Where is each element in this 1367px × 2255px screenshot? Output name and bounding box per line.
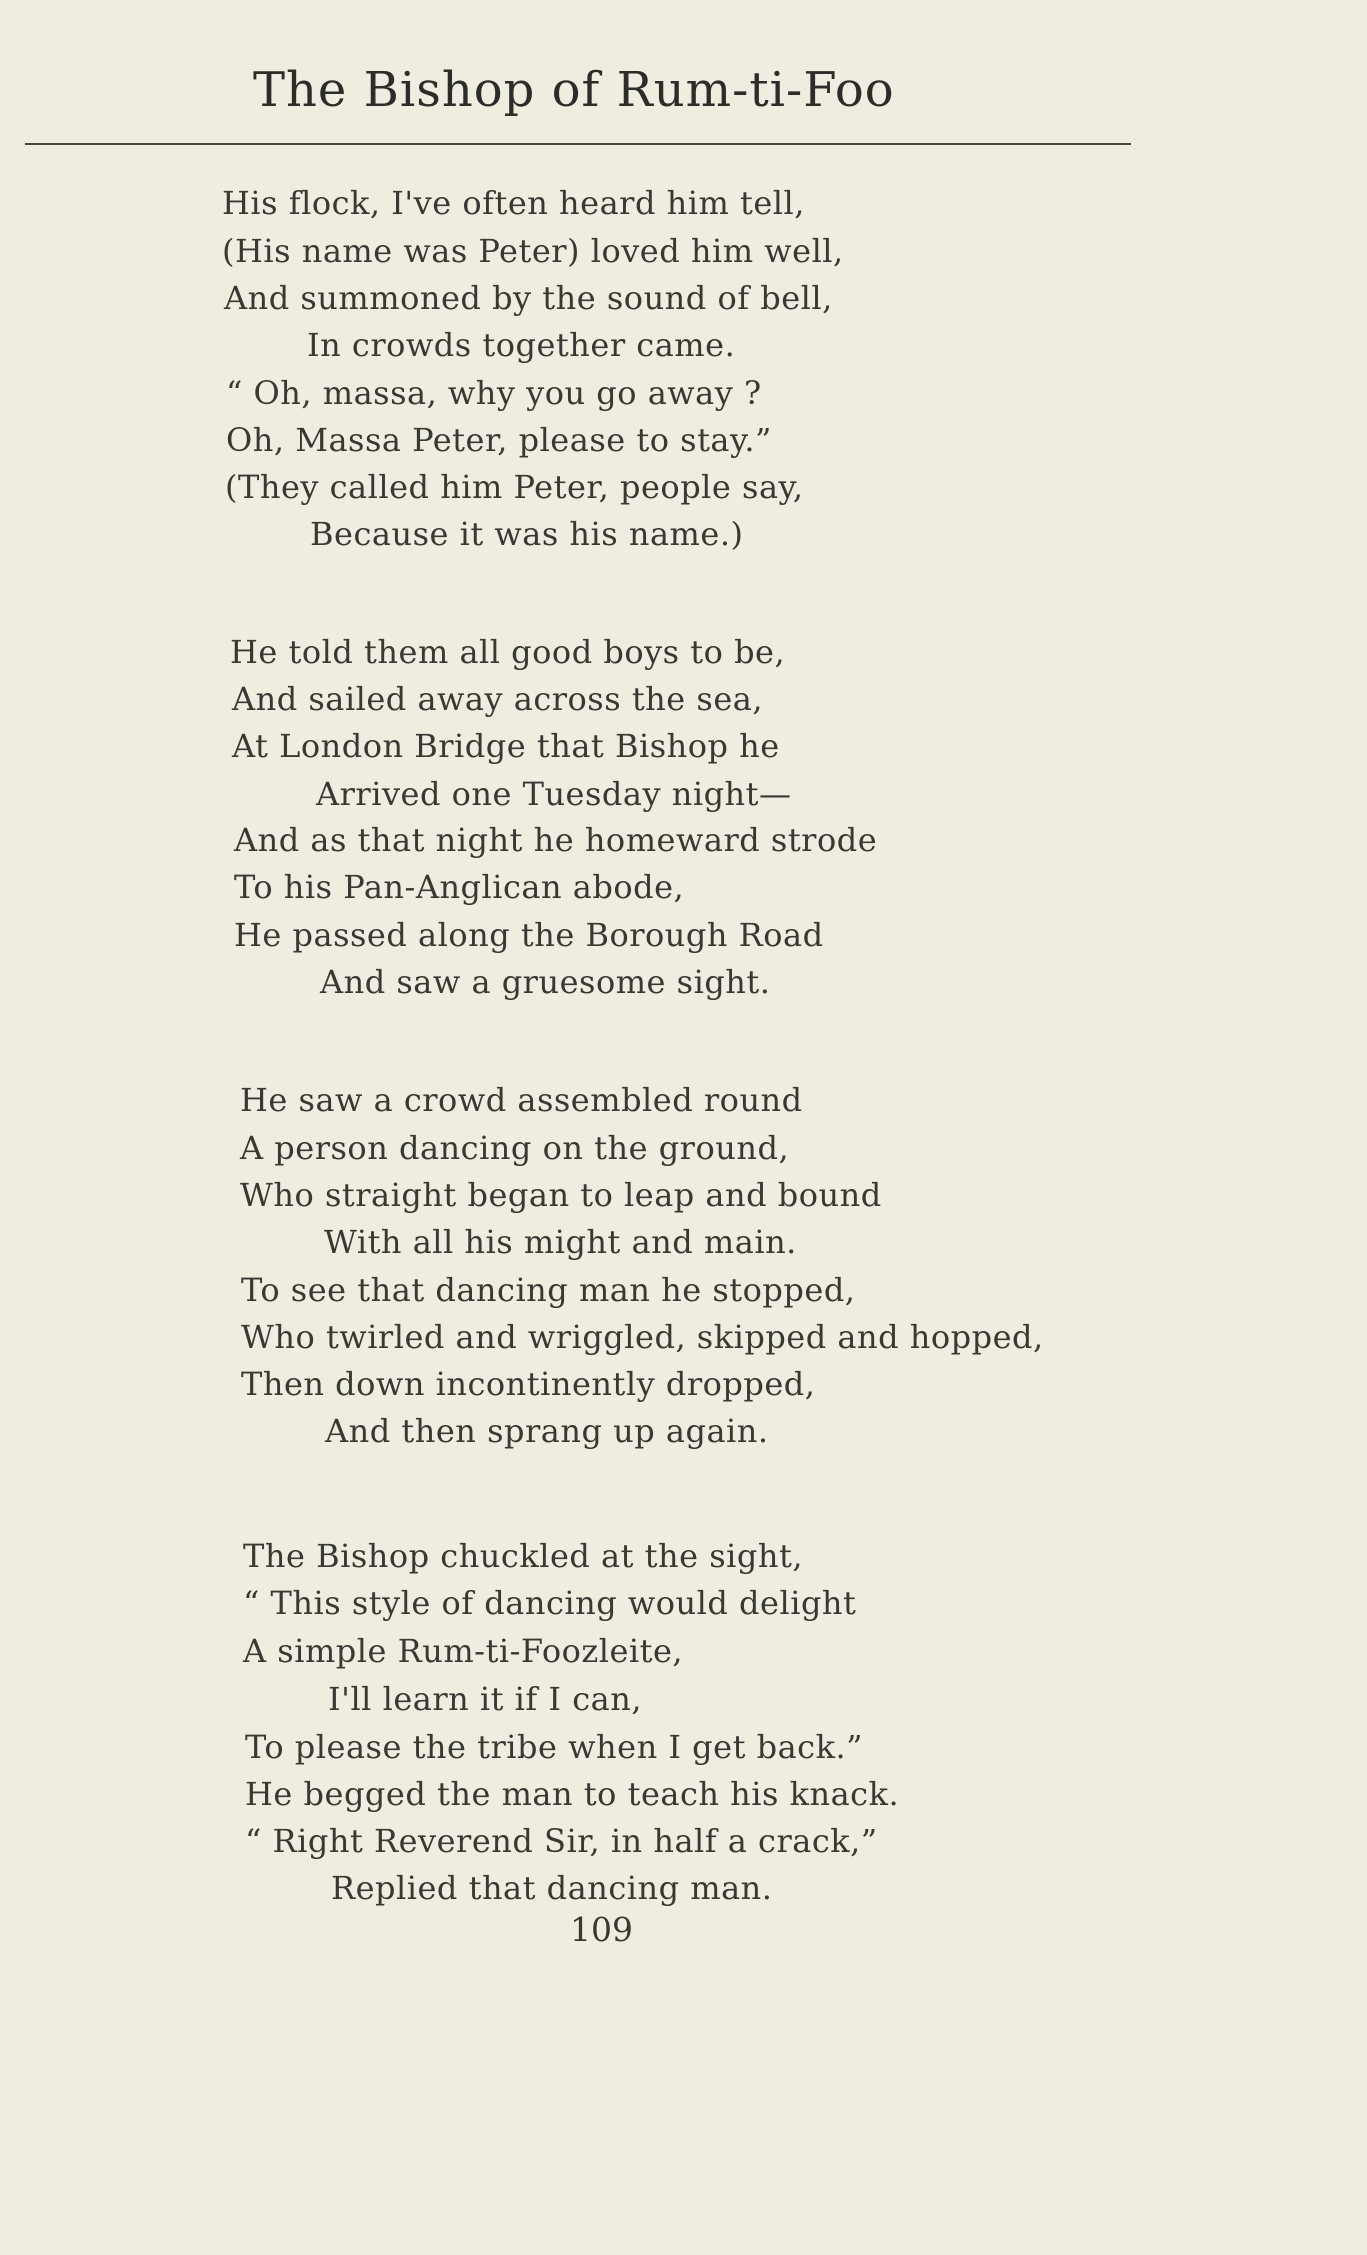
- poem-line: (They called him Peter, people say,: [225, 468, 804, 506]
- poem-line: “ This style of dancing would delight: [243, 1584, 857, 1622]
- page-number: 109: [570, 1910, 633, 1949]
- poem-line: Arrived one Tuesday night—: [316, 775, 792, 813]
- poem-line: To please the tribe when I get back.”: [245, 1728, 864, 1766]
- poem-line: (His name was Peter) loved him well,: [222, 232, 844, 270]
- poem-line: And summoned by the sound of bell,: [224, 279, 833, 317]
- poem-line: A person dancing on the ground,: [240, 1129, 790, 1167]
- poem-line: Who straight began to leap and bound: [240, 1176, 882, 1214]
- poem-line: Then down incontinently dropped,: [241, 1365, 816, 1403]
- poem-line: I'll learn it if I can,: [328, 1680, 643, 1718]
- poem-line: Oh, Massa Peter, please to stay.”: [226, 421, 772, 459]
- poem-line: And sailed away across the sea,: [232, 680, 763, 718]
- poem-line: “ Right Reverend Sir, in half a crack,”: [245, 1822, 878, 1860]
- poem-line: A simple Rum-ti-Foozleite,: [243, 1632, 684, 1670]
- poem-line: Because it was his name.): [310, 515, 744, 553]
- poem-line: And then sprang up again.: [325, 1412, 769, 1450]
- poem-line: The Bishop chuckled at the sight,: [243, 1537, 804, 1575]
- poem-line: He passed along the Borough Road: [234, 916, 824, 954]
- poem-line: His flock, I've often heard him tell,: [222, 184, 805, 222]
- running-title: The Bishop of Rum-ti-Foo: [253, 62, 895, 118]
- poem-line: He begged the man to teach his knack.: [245, 1775, 900, 1813]
- poem-line: Who twirled and wriggled, skipped and hopped,: [241, 1318, 1044, 1356]
- poem-line: Replied that dancing man.: [331, 1869, 773, 1907]
- poem-line: And saw a gruesome sight.: [320, 963, 771, 1001]
- poem-line: He told them all good boys to be,: [230, 633, 786, 671]
- poem-line: “ Oh, massa, why you go away ?: [226, 374, 762, 412]
- poem-line: And as that night he homeward strode: [234, 821, 878, 859]
- poem-line: To his Pan-Anglican abode,: [234, 868, 685, 906]
- poem-line: He saw a crowd assembled round: [240, 1081, 803, 1119]
- poem-line: In crowds together came.: [307, 326, 736, 364]
- poem-line: At London Bridge that Bishop he: [232, 727, 780, 765]
- header-rule: [25, 143, 1131, 145]
- poem-line: To see that dancing man he stopped,: [241, 1271, 856, 1309]
- poem-line: With all his might and main.: [324, 1223, 797, 1261]
